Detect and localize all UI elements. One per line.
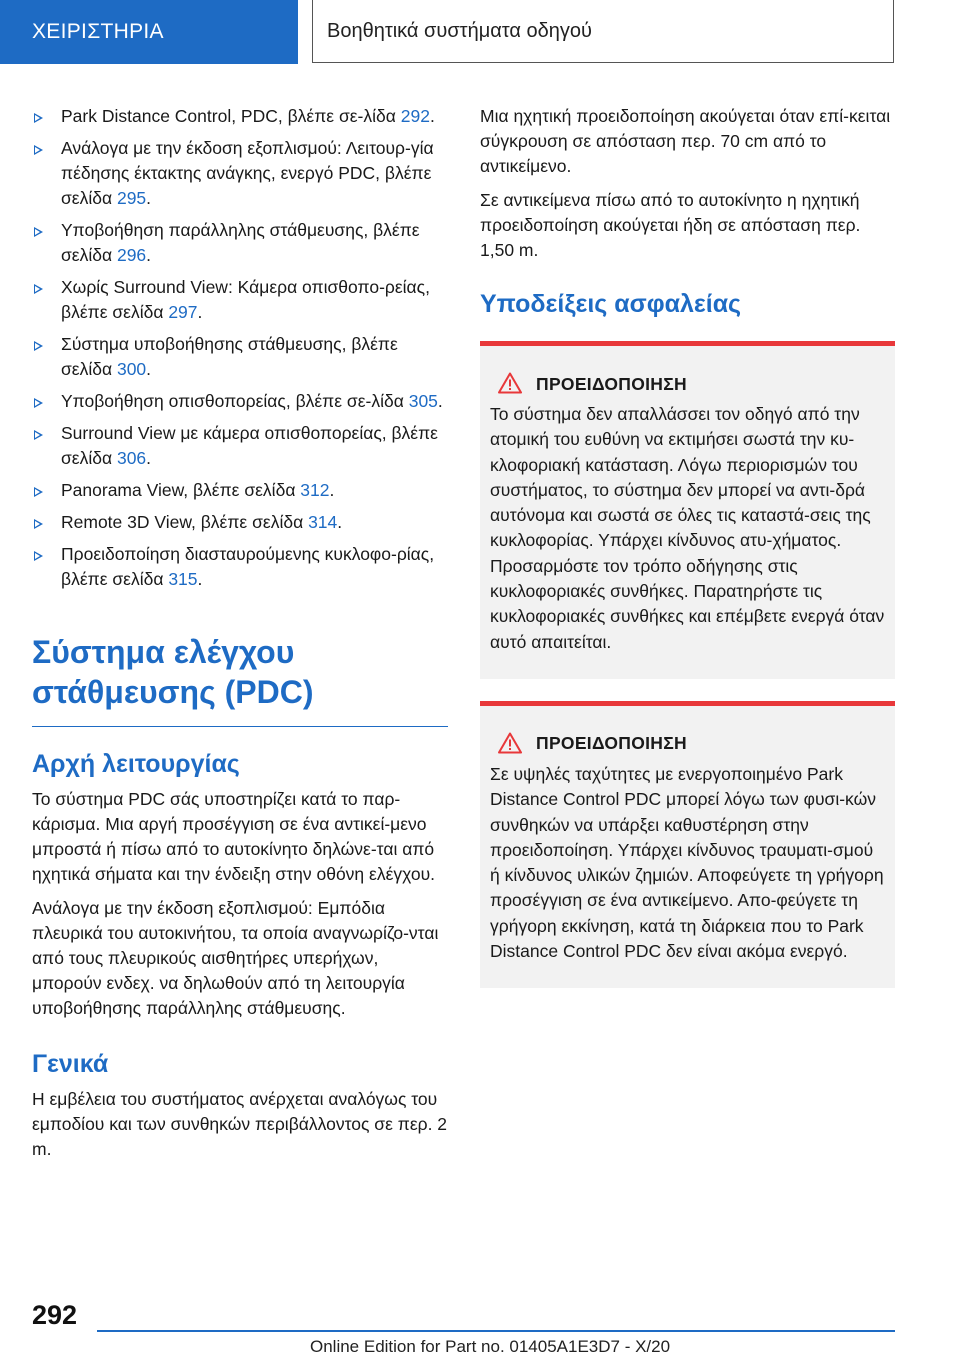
triangle-bullet-icon: [34, 551, 43, 561]
warning-box: [480, 701, 895, 988]
warning-box: [480, 341, 895, 679]
triangle-bullet-icon: [34, 284, 43, 294]
page-link[interactable]: 296: [116, 245, 147, 265]
warning-triangle-icon: [490, 732, 530, 756]
page-link[interactable]: 297: [168, 302, 198, 322]
chapter-tab-label: ΧΕΙΡΙΣΤΗΡΙΑ: [32, 20, 164, 43]
right-column: [480, 104, 895, 1010]
list-item: Panorama View, βλέπε σελίδα 312.: [32, 478, 448, 503]
triangle-bullet-icon: [34, 398, 43, 408]
list-item: Surround View με κάμερα οπισθοπορείας, βλέπε σελίδα 306.: [32, 421, 448, 471]
page-link[interactable]: 312: [300, 480, 330, 500]
page-link[interactable]: 292: [400, 106, 430, 126]
warning-text: Σε υψηλές ταχύτητες με ενεργοποιημένο Park Distance Control PDC μπορεί λόγω των φυσι‐κών συνθηκών να υπάρξει καθυστέρηση στην προειδοποίηση. Υπάρχει κίνδυνος τραυματι‐σμού ή κίνδυνος υλικών ζημιών. Αποφεύγετε τη γρήγορη προσέγγιση σε ένα αντικείμενο. Απο‐φεύγετε τη γρήγορη εκκίνηση, κατά τη διάρκεια που το Park Distance Control PDC δεν είναι ακόμα ενεργό.: [490, 763, 884, 962]
list-item: Ανάλογα με την έκδοση εξοπλισμού: Λειτουρ‐γία πέδησης έκτακτης ανάγκης, ενεργό PDC, βλέπε σελίδα 295.: [32, 136, 448, 211]
warning-text: Το σύστημα δεν απαλλάσσει τον οδηγό από την ατομική του ευθύνη να εκτιμήσει σωστά την κυ‐κλοφοριακή κατάσταση. Λόγω περιορισμών του συστήματος, το σύστημα δεν μπορεί να αντι‐δρά αυτόνομα και σωστά σε όλες τις καταστά‐σεις της κυκλοφορίας. Υπάρχει κίνδυνος ατυ‐χήματος. Προσαρμόστε τον τρόπο οδήγησης στις κυκλοφοριακές συνθήκες. Παρατηρήστε τις κυκλοφοριακές συνθήκες και επέμβετε ενεργά όταν αυτό απαιτείται.: [490, 404, 885, 652]
subsection-title: Γενικά: [32, 1050, 109, 1078]
subsection-general: [32, 1049, 448, 1162]
triangle-bullet-icon: [34, 487, 43, 497]
list-item: Χωρίς Surround View: Κάμερα οπισθοπο‐ρείας, βλέπε σελίδα 297.: [32, 275, 448, 325]
paragraph: Μια ηχητική προειδοποίηση ακούγεται όταν επί‐κειται σύγκρουση σε απόσταση περ. 70 cm από το αντικείμενο.: [480, 106, 891, 176]
list-item: Υποβοήθηση οπισθοπορείας, βλέπε σε‐λίδα 305.: [32, 389, 448, 414]
paragraph: Σε αντικείμενα πίσω από το αυτοκίνητο η ηχητική προειδοποίηση ακούγεται ήδη σε απόσταση περ. 1,50 m.: [480, 190, 861, 260]
warning-triangle-icon: [490, 372, 530, 396]
triangle-bullet-icon: [34, 145, 43, 155]
footer-edition: Online Edition for Part no. 01405A1E3D7 - X/20: [310, 1337, 671, 1356]
section-header: [312, 0, 894, 63]
triangle-bullet-icon: [34, 341, 43, 351]
list-item: Park Distance Control, PDC, βλέπε σε‐λίδα 292.: [32, 104, 448, 129]
triangle-bullet-icon: [34, 519, 43, 529]
cross-reference-list: [32, 104, 448, 592]
paragraph: Το σύστημα PDC σάς υποστηρίζει κατά το παρ‐κάρισμα. Μια αργή προσέγγιση σε ένα αντικεί‐μενο μπροστά ή πίσω από το αυτοκίνητο δηλώνε‐ται από ηχητικά σήματα και την ένδειξη στην οθόνη ελέγχου.: [32, 789, 436, 884]
list-item: Σύστημα υποβοήθησης στάθμευσης, βλέπε σελίδα 300.: [32, 332, 448, 382]
page-link[interactable]: 315: [168, 569, 198, 589]
page-link[interactable]: 306: [116, 448, 147, 468]
page-link[interactable]: 305: [408, 391, 438, 411]
chapter-tab[interactable]: [0, 0, 298, 64]
page-link[interactable]: 314: [308, 512, 338, 532]
page-link[interactable]: 295: [116, 188, 147, 208]
left-column: [32, 104, 448, 1171]
section-title: Σύστημα ελέγχου στάθμευσης (PDC): [32, 632, 448, 727]
triangle-bullet-icon: [34, 227, 43, 237]
warning-title: ΠΡΟΕΙΔΟΠΟΙΗΣΗ: [536, 733, 687, 754]
safety-notes-title: Υποδείξεις ασφαλείας: [480, 290, 742, 318]
list-item: Προειδοποίηση διασταυρούμενης κυκλοφο‐ρίας, βλέπε σελίδα 315.: [32, 542, 448, 592]
list-item: Remote 3D View, βλέπε σελίδα 314.: [32, 510, 448, 535]
footer-divider: [97, 1330, 895, 1332]
paragraph: Η εμβέλεια του συστήματος ανέρχεται αναλόγως του εμποδίου και των συνθηκών περιβάλλοντος σε περ. 2 m.: [32, 1089, 448, 1159]
page-number: 292: [32, 1300, 78, 1330]
page-link[interactable]: 300: [116, 359, 147, 379]
triangle-bullet-icon: [34, 430, 43, 440]
section-header-title: Βοηθητικά συστήματα οδηγού: [327, 19, 592, 42]
subsection-title: Αρχή λειτουργίας: [32, 750, 240, 778]
warning-title: ΠΡΟΕΙΔΟΠΟΙΗΣΗ: [536, 373, 687, 394]
subsection-operating-principle: [32, 749, 448, 1021]
triangle-bullet-icon: [34, 113, 43, 123]
list-item: Υποβοήθηση παράλληλης στάθμευσης, βλέπε σελίδα 296.: [32, 218, 448, 268]
paragraph: Ανάλογα με την έκδοση εξοπλισμού: Εμπόδια πλευρικά του αυτοκινήτου, τα οποία αναγνωρίζο‐νται από τους πλευρικούς αισθητήρες υπερήχων, μπορούν ενδεχ. να δηλωθούν από τη λειτουργία υποβοήθησης παράλληλης στάθμευσης.: [32, 898, 439, 1018]
